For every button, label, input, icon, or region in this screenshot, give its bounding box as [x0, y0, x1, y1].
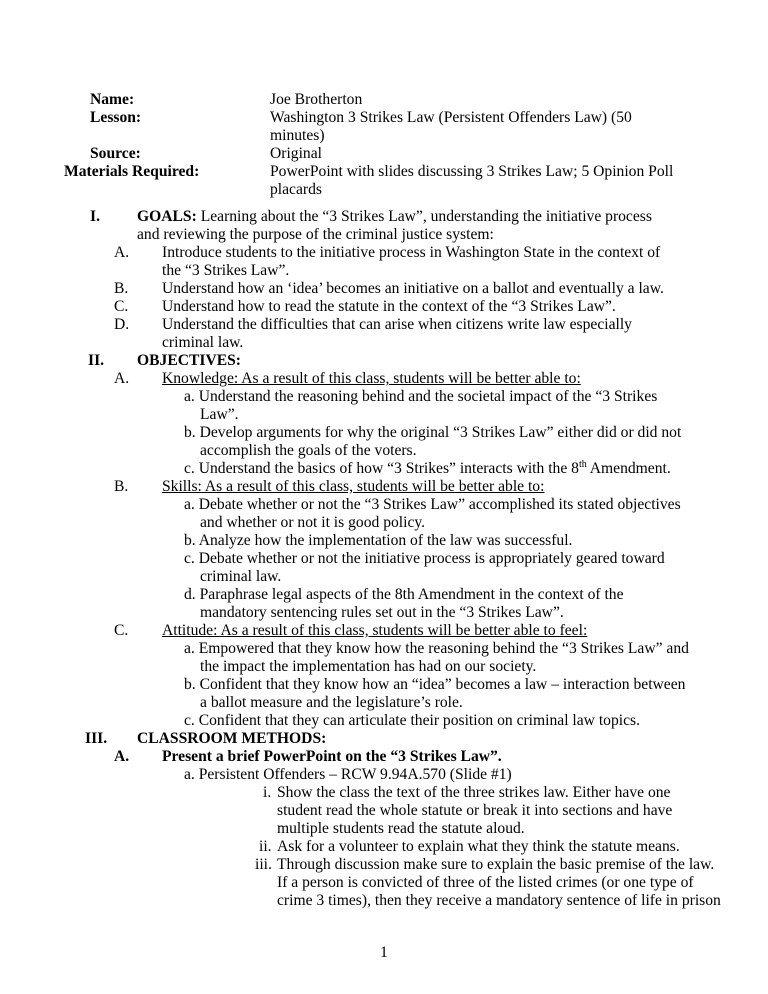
- ordinal-suffix: th: [578, 459, 587, 470]
- goal-marker-d: D.: [114, 316, 130, 333]
- goals-heading: GOALS:: [137, 208, 197, 225]
- skills-item-c: c. Debate whether or not the initiative process is appropriately geared toward: [184, 550, 665, 567]
- knowledge-item-a: a. Understand the reasoning behind and the societal impact of the “3 Strikes: [184, 388, 658, 405]
- method-a-marker: A.: [114, 748, 130, 765]
- skills-item-d: d. Paraphrase legal aspects of the 8th Amendment in the context of the: [184, 586, 624, 603]
- knowledge-item-c: [184, 460, 671, 478]
- knowledge-marker: A.: [114, 370, 130, 387]
- goals-intro-cont: and reviewing the purpose of the criminal justice system:: [137, 226, 494, 243]
- roman-iii-marker: iii.: [255, 856, 272, 873]
- method-step-iii: Through discussion make sure to explain the basic premise of the law.: [277, 856, 715, 873]
- knowledge-item-b: b. Develop arguments for why the original “3 Strikes Law” either did or did not: [184, 424, 682, 441]
- skills-item-a-cont: and whether or not it is good policy.: [200, 514, 426, 531]
- name-label: Name:: [90, 91, 135, 108]
- knowledge-item-b-cont: accomplish the goals of the voters.: [200, 442, 417, 459]
- goal-marker-c: C.: [114, 298, 129, 315]
- lesson-value: Washington 3 Strikes Law (Persistent Offenders Law) (50: [270, 109, 632, 126]
- attitude-item-a-cont: the impact the implementation has had on our society.: [200, 658, 537, 675]
- method-step-ii: Ask for a volunteer to explain what they think the statute means.: [277, 838, 680, 855]
- method-step-iii-cont-2: crime 3 times), then they receive a mandatory sentence of life in prison: [277, 892, 721, 909]
- attitude-item-c: c. Confident that they can articulate their position on criminal law topics.: [184, 712, 640, 729]
- materials-label: Materials Required:: [64, 163, 200, 180]
- skills-item-c-cont: criminal law.: [200, 568, 282, 585]
- method-step-iii-cont-1: If a person is convicted of three of the listed crimes (or one type of: [277, 874, 694, 891]
- objectives-heading: OBJECTIVES:: [137, 352, 241, 369]
- page-number: 1: [380, 944, 388, 961]
- source-label: Source:: [90, 145, 141, 162]
- method-sub-a: a. Persistent Offenders – RCW 9.94A.570 (Slide #1): [184, 766, 512, 783]
- method-step-i-cont-2: multiple students read the statute aloud.: [277, 820, 525, 837]
- roman-ii-marker: ii.: [259, 838, 272, 855]
- goal-item-d: Understand the difficulties that can arise when citizens write law especially: [162, 316, 632, 333]
- materials-value-cont: placards: [270, 181, 322, 198]
- method-step-i: Show the class the text of the three strikes law. Either have one: [277, 784, 671, 801]
- knowledge-item-c-end: Amendment.: [586, 460, 671, 477]
- goals-numeral: I.: [90, 208, 100, 225]
- knowledge-item-a-cont: Law”.: [200, 406, 239, 423]
- knowledge-heading: Knowledge: As a result of this class, students will be better able to:: [162, 370, 581, 387]
- attitude-item-a: a. Empowered that they know how the reasoning behind the “3 Strikes Law” and: [184, 640, 689, 657]
- methods-heading: CLASSROOM METHODS:: [137, 730, 327, 747]
- attitude-item-b-cont: a ballot measure and the legislature’s role.: [200, 694, 463, 711]
- goal-marker-b: B.: [114, 280, 129, 297]
- method-a-heading: Present a brief PowerPoint on the “3 Strikes Law”.: [162, 748, 502, 765]
- attitude-item-b: b. Confident that they know how an “idea” becomes a law – interaction between: [184, 676, 686, 693]
- materials-value: PowerPoint with slides discussing 3 Strikes Law; 5 Opinion Poll: [270, 163, 674, 180]
- goals-intro-text: Learning about the “3 Strikes Law”, understanding the initiative process: [196, 208, 652, 225]
- skills-item-a: a. Debate whether or not the “3 Strikes Law” accomplished its stated objectives: [184, 496, 681, 513]
- lesson-value-cont: minutes): [270, 127, 325, 144]
- lesson-label: Lesson:: [90, 109, 142, 126]
- method-step-i-cont-1: student read the whole statute or break it into sections and have: [277, 802, 673, 819]
- roman-i-marker: i.: [263, 784, 272, 801]
- goal-item-b: Understand how an ‘idea’ becomes an initiative on a ballot and eventually a law.: [162, 280, 664, 297]
- skills-item-d-cont: mandatory sentencing rules set out in the “3 Strikes Law”.: [200, 604, 564, 621]
- goal-marker-a: A.: [114, 244, 130, 261]
- goals-intro: [137, 208, 652, 226]
- methods-numeral: III.: [85, 730, 108, 747]
- goal-item-c: Understand how to read the statute in the context of the “3 Strikes Law”.: [162, 298, 616, 315]
- knowledge-item-c-text: c. Understand the basics of how “3 Strikes” interacts with the 8: [184, 460, 579, 477]
- attitude-marker: C.: [114, 622, 129, 639]
- attitude-heading: Attitude: As a result of this class, students will be better able to feel:: [162, 622, 588, 639]
- skills-marker: B.: [114, 478, 129, 495]
- name-value: Joe Brotherton: [270, 91, 363, 108]
- skills-heading: Skills: As a result of this class, students will be better able to:: [162, 478, 545, 495]
- goal-item-d-cont: criminal law.: [162, 334, 244, 351]
- source-value: Original: [270, 145, 322, 162]
- goal-item-a-cont: the “3 Strikes Law”.: [162, 262, 290, 279]
- goal-item-a: Introduce students to the initiative process in Washington State in the context of: [162, 244, 661, 261]
- objectives-numeral: II.: [88, 352, 105, 369]
- skills-item-b: b. Analyze how the implementation of the law was successful.: [184, 532, 573, 549]
